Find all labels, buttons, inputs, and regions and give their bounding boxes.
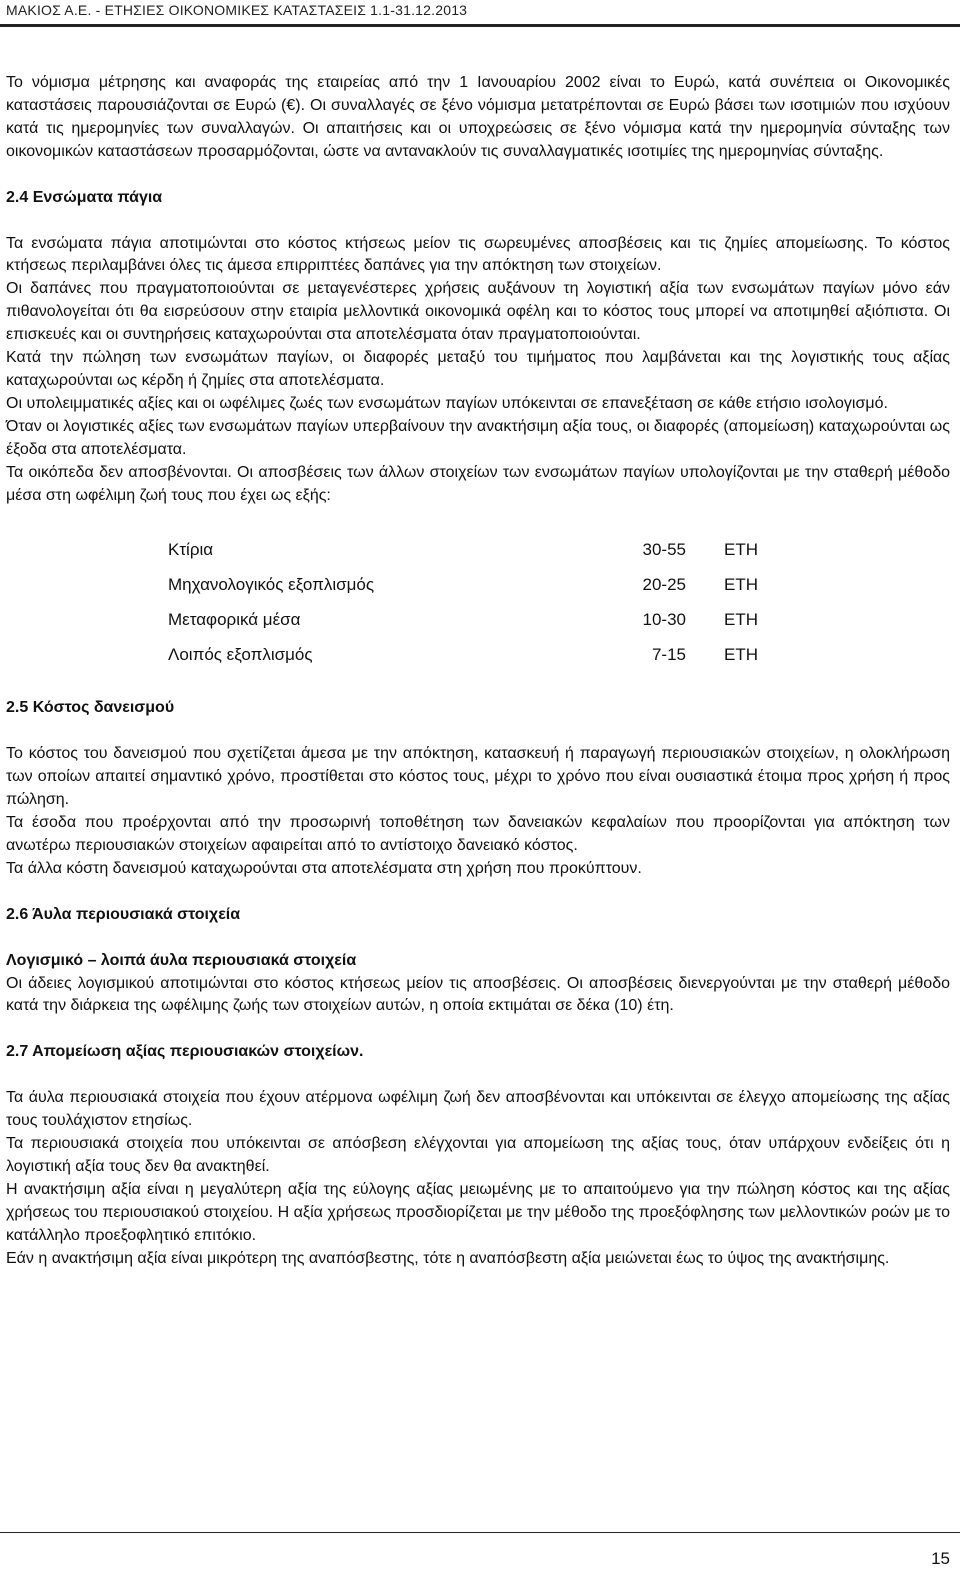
- useful-life-years: 7-15: [651, 645, 686, 665]
- asset-category: Μεταφορικά μέσα: [168, 610, 301, 630]
- section-2-7-paragraph: Τα άυλα περιουσιακά στοιχεία που έχουν ατέρμονα ωφέλιμη ζωή δεν αποσβένονται και υπόκεινται σε έλεγχο απομείωσης της αξίας τους τουλάχιστον ετησίως.: [6, 1089, 950, 1130]
- section-2-7-paragraph: Εάν η ανακτήσιμη αξία είναι μικρότερη της αναπόσβεστης, τότε η αναπόσβεστη αξία μειώνεται έως το ύψος της ανακτήσιμης.: [6, 1249, 890, 1267]
- document-body: [6, 72, 950, 1271]
- page-header: [0, 0, 960, 20]
- section-2-7-paragraph: Η ανακτήσιμη αξία είναι η μεγαλύτερη αξία της εύλογης αξίας μειωμένης με το απαιτούμενο για την πώληση κόστος και της αξίας χρήσεως του περιουσιακού στοιχείου. Η αξία χρήσεως προσδιορίζεται με την μέθοδο της προεξόφλησης των μελλοντικών ροών με το κατάλληλο προεξοφλητικό επιτόκιο.: [6, 1180, 950, 1244]
- intro-paragraph: Το νόμισμα μέτρησης και αναφοράς της εταιρείας από την 1 Ιανουαρίου 2002 είναι το Ευρώ, κατά συνέπεια οι Οικονομικές καταστάσεις παρουσιάζονται σε Ευρώ (€). Οι συναλλαγές σε ξένο νόμισμα μετατρέπονται σε Ευρώ βάσει των ισοτιμιών που ισχύουν κατά τις ημερομηνίες των συναλλαγών. Οι απαιτήσεις και οι υποχρεώσεις σε ξένο νόμισμα κατά την ημερομηνία σύνταξης των οικονομικών καταστάσεων προσαρμόζονται, ώστε να αντανακλούν τις συναλλαγματικές ισοτιμίες της ημερομηνίας σύνταξης.: [6, 74, 950, 160]
- asset-category: Μηχανολογικός εξοπλισμός: [168, 575, 375, 595]
- section-2-7-paragraph: Τα περιουσιακά στοιχεία που υπόκεινται σε απόσβεση ελέγχονται για απομείωση της αξίας τους, όταν υπάρχουν ενδείξεις ότι η λογιστική αξία τους δεν θα ανακτηθεί.: [6, 1135, 950, 1175]
- useful-life-table: [168, 533, 758, 673]
- section-2-4-paragraph: Οι δαπάνες που πραγματοποιούνται σε μεταγενέστερες χρήσεις αυξάνουν τη λογιστική αξία των ενσωμάτων παγίων μόνο εάν πιθανολογείται ότι θα εισρεύσουν στην εταιρία μελλοντικά οικονομικά οφέλη και το κόστος τους μπορεί να αποτιμηθεί αξιόπιστα. Οι επισκευές και οι συντηρήσεις καταχωρούνται στα αποτελέσματα όταν πραγματοποιούνται.: [6, 280, 950, 344]
- section-2-6-subheading: Λογισμικό – λοιπά άυλα περιουσιακά στοιχεία: [6, 951, 357, 969]
- section-2-4-paragraph: Τα ενσώματα πάγια αποτιμώνται στο κόστος κτήσεως μείον τις σωρευμένες αποσβέσεις και τις ζημίες απομείωσης. Το κόστος κτήσεως περιλαμβάνει όλες τις άμεσα επιρριπτέες δαπάνες για την απόκτηση των στοιχείων.: [6, 234, 950, 275]
- asset-category: Λοιπός εξοπλισμός: [168, 645, 313, 665]
- section-2-5-paragraph: Τα έσοδα που προέρχονται από την προσωρινή τοποθέτηση των δανειακών κεφαλαίων που προορίζονται για απόκτηση των ανωτέρω περιουσιακών στοιχείων αφαιρείται από το αντίστοιχο δανειακό κόστος.: [6, 814, 950, 854]
- table-row: [168, 568, 758, 603]
- section-2-5-heading: 2.5 Κόστος δανεισμού: [6, 699, 175, 717]
- asset-category: Κτίρια: [168, 540, 214, 560]
- useful-life-years: 20-25: [642, 575, 686, 595]
- useful-life-years: 10-30: [642, 610, 686, 630]
- section-2-5-paragraph: Τα άλλα κόστη δανεισμού καταχωρούνται στα αποτελέσματα στη χρήση που προκύπτουν.: [6, 859, 642, 877]
- useful-life-years: 30-55: [642, 540, 686, 560]
- useful-life-unit: ΕΤΗ: [724, 540, 758, 560]
- footer-divider: [0, 1532, 960, 1533]
- section-2-4-paragraph: Όταν οι λογιστικές αξίες των ενσωμάτων παγίων υπερβαίνουν την ανακτήσιμη αξία τους, οι διαφορές (απομείωση) καταχωρούνται ως έξοδα στα αποτελέσματα.: [6, 417, 950, 458]
- table-row: [168, 603, 758, 638]
- section-2-4-heading: 2.4 Ενσώματα πάγια: [6, 188, 163, 206]
- section-2-6-paragraph: Οι άδειες λογισμικού αποτιμώνται στο κόστος κτήσεως μείον τις αποσβέσεις. Οι αποσβέσεις διενεργούνται με την σταθερή μέθοδο κατά την διάρκεια της ωφέλιμης ζωής των στοιχείων αυτών, η οποία εκτιμάται σε δέκα (10) έτη.: [6, 974, 950, 1015]
- header-title: ΜΑΚΙΟΣ Α.Ε. - ΕΤΗΣΙΕΣ ΟΙΚΟΝΟΜΙΚΕΣ ΚΑΤΑΣΤΑΣΕΙΣ 1.1-31.12.2013: [6, 2, 468, 18]
- section-2-6-heading: 2.6 Άυλα περιουσιακά στοιχεία: [6, 905, 241, 923]
- section-2-5-paragraph: Το κόστος του δανεισμού που σχετίζεται άμεσα με την απόκτηση, κατασκευή ή παραγωγή περιουσιακών στοιχείων, η ολοκλήρωση των οποίων απαιτεί σημαντικό χρόνο, προστίθεται στο κόστος τους, μέχρι το χρόνο που είναι ουσιαστικά έτοιμα προς χρήση ή προς πώληση.: [6, 745, 950, 809]
- section-2-4-paragraph: Οι υπολειμματικές αξίες και οι ωφέλιμες ζωές των ενσωμάτων παγίων υπόκεινται σε επανεξέταση σε κάθε ετήσιο ισολογισμό.: [6, 394, 888, 412]
- useful-life-unit: ΕΤΗ: [724, 645, 758, 665]
- section-2-4-paragraph: Τα οικόπεδα δεν αποσβένονται. Οι αποσβέσεις των άλλων στοιχείων των ενσωμάτων παγίων υπολογίζονται με την σταθερή μέθοδο μέσα στη ωφέλιμη ζωή τους που έχει ως εξής:: [6, 463, 950, 504]
- section-2-4-paragraph: Κατά την πώληση των ενσωμάτων παγίων, οι διαφορές μεταξύ του τιμήματος που λαμβάνεται και της λογιστικής τους αξίας καταχωρούνται ως κέρδη ή ζημίες στα αποτελέσματα.: [6, 349, 950, 389]
- section-2-7-heading: 2.7 Απομείωση αξίας περιουσιακών στοιχείων.: [6, 1043, 364, 1061]
- table-row: [168, 638, 758, 673]
- useful-life-unit: ΕΤΗ: [724, 610, 758, 630]
- useful-life-unit: ΕΤΗ: [724, 575, 758, 595]
- page-number: 15: [931, 1549, 950, 1568]
- header-divider: [0, 24, 960, 27]
- table-row: [168, 533, 758, 568]
